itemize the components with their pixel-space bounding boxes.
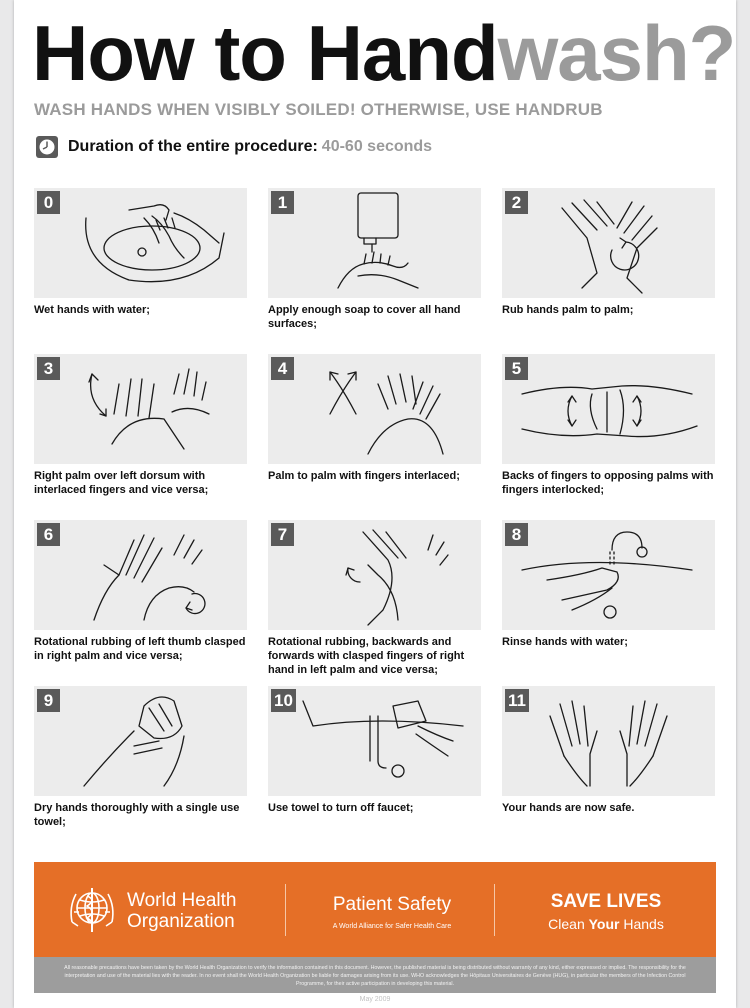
step-11	[502, 686, 715, 843]
step-7-caption: Rotational rubbing, backwards and forwards with clasped fingers of right hand in left palm and vice versa;	[268, 636, 465, 676]
step-6-illustration	[34, 520, 247, 630]
steps-grid	[34, 188, 716, 843]
step-6	[34, 520, 247, 686]
duration-value: 40-60 seconds	[321, 138, 433, 155]
step-11-number: 11	[505, 689, 529, 712]
poster-subtitle: WASH HANDS WHEN VISIBLY SOILED! OTHERWISE, USE HANDRUB	[34, 100, 603, 119]
who-name-line2: Organization	[127, 911, 235, 932]
disclaimer-text: All reasonable precautions have been taken by the World Health Organization to verify the information contained in this document. However, the published material is being distributed without warranty of any kind, either expressed or implied. The responsibility for the interpretation and use of the material lies with the reader. In no event shall the World Health Organization be liable for damages arising from its use. WHO acknowledges the Hôpitaux Universitaires de Genève (HUG), in particular the members of the Infection Control Programme, for their active participation in developing this material.	[34, 957, 716, 993]
publication-date: May 2009	[359, 996, 391, 1003]
backs-of-fingers-icon	[502, 354, 715, 464]
step-0-number: 0	[37, 191, 60, 214]
patient-safety-subtitle: A World Alliance for Safer Health Care	[332, 923, 452, 930]
title-light-part: wash?	[497, 9, 736, 97]
step-7-illustration	[268, 520, 481, 630]
soap-dispenser-icon	[268, 188, 481, 298]
step-5-illustration	[502, 354, 715, 464]
step-10-number: 10	[271, 689, 296, 712]
palm-to-palm-icon	[502, 188, 715, 298]
step-2-caption: Rub hands palm to palm;	[502, 304, 634, 316]
step-7-number: 7	[271, 523, 294, 546]
poster-title	[32, 9, 736, 97]
step-11-illustration	[502, 686, 715, 796]
step-8-caption: Rinse hands with water;	[502, 636, 628, 648]
banner-divider-2	[494, 884, 495, 936]
step-4-illustration	[268, 354, 481, 464]
step-3	[34, 354, 247, 520]
patient-safety-title: Patient Safety	[332, 894, 452, 915]
step-8	[502, 520, 715, 686]
step-1-illustration	[268, 188, 481, 298]
step-9-illustration	[34, 686, 247, 796]
step-9	[34, 686, 247, 843]
who-emblem-icon	[64, 882, 120, 938]
step-11-caption: Your hands are now safe.	[502, 802, 635, 814]
step-5-caption: Backs of fingers to opposing palms with fingers interlocked;	[502, 470, 714, 496]
step-4-number: 4	[271, 357, 294, 380]
step-3-number: 3	[37, 357, 60, 380]
step-4-caption: Palm to palm with fingers interlaced;	[268, 470, 460, 482]
clean-word: Clean	[548, 916, 589, 932]
step-1	[268, 188, 481, 354]
clasped-fingers-icon	[268, 520, 481, 630]
step-0-caption: Wet hands with water;	[34, 304, 150, 316]
step-1-number: 1	[271, 191, 294, 214]
who-name	[127, 890, 236, 932]
duration-line	[36, 136, 432, 158]
step-6-number: 6	[37, 523, 60, 546]
title-dark-part: How to Hand	[32, 9, 498, 97]
your-word: Your	[588, 916, 620, 932]
step-2-number: 2	[505, 191, 528, 214]
hands-word: Hands	[619, 916, 664, 932]
step-10-caption: Use towel to turn off faucet;	[268, 802, 414, 814]
step-6-caption: Rotational rubbing of left thumb clasped in right palm and vice versa;	[34, 636, 246, 662]
step-2-illustration	[502, 188, 715, 298]
step-5	[502, 354, 715, 520]
towel-dry-icon	[34, 686, 247, 796]
palm-over-dorsum-icon	[34, 354, 247, 464]
step-7	[268, 520, 481, 686]
step-3-caption: Right palm over left dorsum with interlaced fingers and vice versa;	[34, 470, 209, 496]
towel-faucet-icon	[268, 686, 481, 796]
step-0-illustration	[34, 188, 247, 298]
step-0	[34, 188, 247, 354]
banner-divider-1	[285, 884, 286, 936]
save-lives-title: SAVE LIVES	[550, 891, 662, 912]
step-8-number: 8	[505, 523, 528, 546]
step-10	[268, 686, 481, 843]
step-10-illustration	[268, 686, 481, 796]
who-name-line1: World Health	[127, 890, 237, 911]
step-4	[268, 354, 481, 520]
duration-label: Duration of the entire procedure:	[68, 138, 318, 155]
step-8-illustration	[502, 520, 715, 630]
rinse-hands-icon	[502, 520, 715, 630]
footer-banner	[34, 862, 716, 957]
rotational-thumb-icon	[34, 520, 247, 630]
fingers-interlaced-icon	[268, 354, 481, 464]
step-9-caption: Dry hands thoroughly with a single use towel;	[34, 802, 240, 828]
clean-your-hands	[496, 916, 716, 932]
step-2	[502, 188, 715, 354]
handwash-poster	[14, 0, 736, 1008]
sink-hands-icon	[34, 188, 247, 298]
step-3-illustration	[34, 354, 247, 464]
step-9-number: 9	[37, 689, 60, 712]
clean-hands-icon	[502, 686, 715, 796]
step-1-caption: Apply enough soap to cover all hand surfaces;	[268, 304, 461, 330]
step-5-number: 5	[505, 357, 528, 380]
clock-icon	[36, 136, 58, 158]
